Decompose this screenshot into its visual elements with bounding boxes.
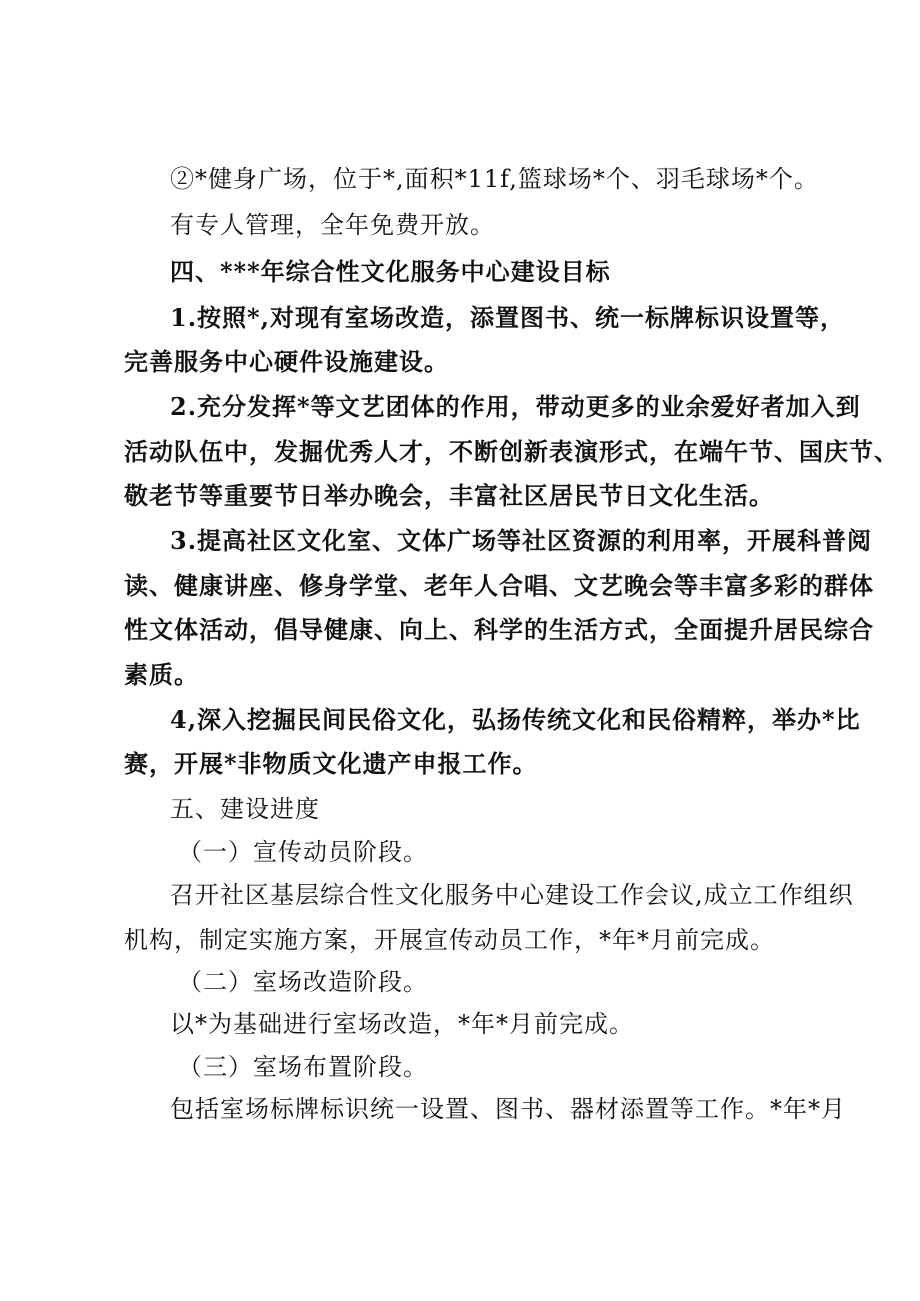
goal-4-line-2: 赛，开展*非物质文化遗产申报工作。 [124,749,538,778]
goal-2-line-1: 2.充分发挥*等文艺团体的作用，带动更多的业余爱好者加入到 [170,392,861,421]
facility-item-fitness-square: ②*健身广场，位于*,面积*11f,篮球场*个、羽毛球场*个。 [170,165,819,193]
goal-4-line-1: 4,深入挖掘民间民俗文化，弘扬传统文化和民俗精粹，举办*比 [170,705,861,734]
stage-2-heading: （二）室场改造阶段。 [178,968,428,996]
goal-2-line-2: 活动队伍中，发掘优秀人才，不断创新表演形式，在端午节、国庆节、 [124,437,899,466]
stage-2-text: 以*为基础进行室场改造，*年*月前完成。 [170,1010,634,1038]
goal-3-line-4: 素质。 [124,660,199,689]
goal-1-line-2: 完善服务中心硬件设施建设。 [124,347,449,376]
stage-3-heading: （三）室场布置阶段。 [178,1053,428,1081]
stage-1-text-line-1: 召开社区基层综合性文化服务中心建设工作会议,成立工作组织 [170,881,854,909]
goal-3-line-3: 性文体活动，倡导健康、向上、科学的生活方式，全面提升居民综合 [124,615,874,644]
stage-1-text-line-2: 机构，制定实施方案，开展宣传动员工作，*年*月前完成。 [124,926,775,954]
facility-management-note: 有专人管理，全年免费开放。 [170,211,495,239]
section-heading-5: 五、建设进度 [170,795,320,823]
section-heading-4: 四、***年综合性文化服务中心建设目标 [170,257,611,286]
goal-3-line-1: 3.提高社区文化室、文体广场等社区资源的利用率，开展科普阅 [170,526,873,555]
goal-3-line-2: 读、健康讲座、修身学堂、老年人合唱、文艺晚会等丰富多彩的群体 [124,571,874,600]
goal-2-line-3: 敬老节等重要节日举办晚会，丰富社区居民节日文化生活。 [124,481,774,510]
goal-1-line-1: 1.按照*,对现有室场改造，添置图书、统一标牌标识设置等， [170,303,845,332]
stage-3-text-line-1: 包括室场标牌标识统一设置、图书、器材添置等工作。*年*月 [170,1095,846,1123]
stage-1-heading: （一）宣传动员阶段。 [178,838,428,866]
